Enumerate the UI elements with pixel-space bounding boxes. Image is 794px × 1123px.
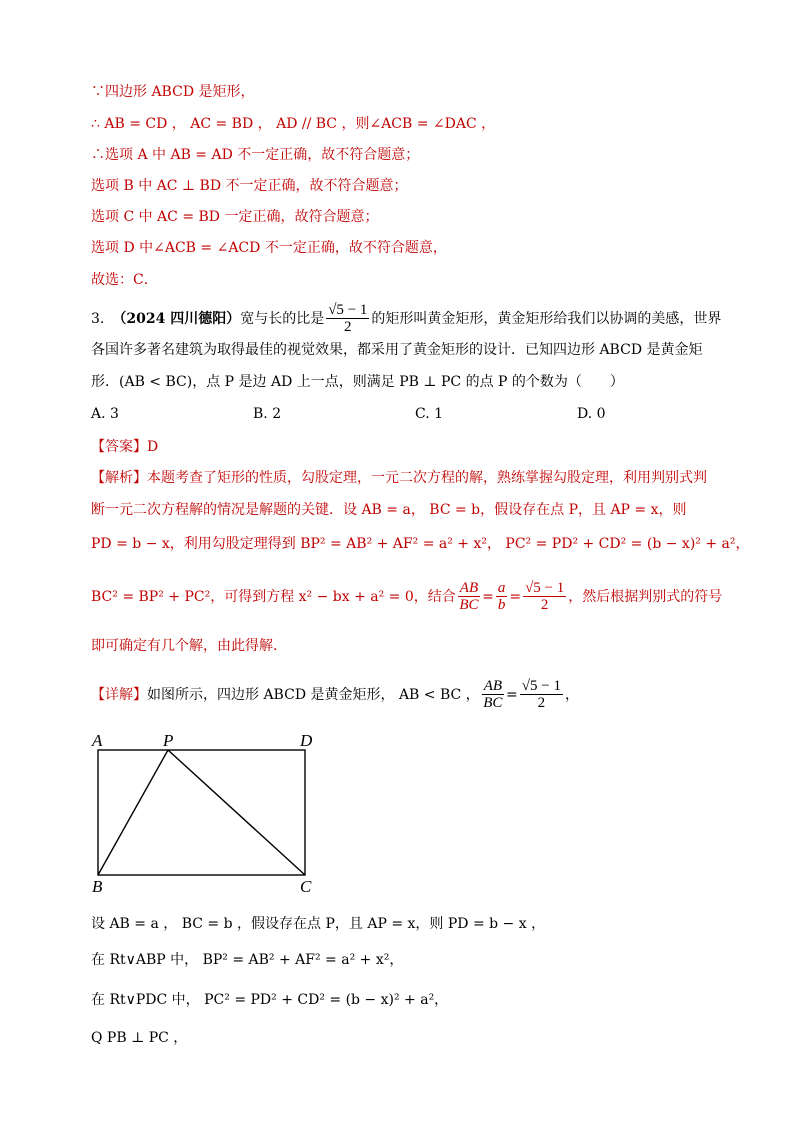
golden-ratio-fraction (520, 678, 563, 711)
detail-line-4: 在 Rt∨PDC 中， PC² = PD² + CD² = (b − x)² + a²， (91, 992, 449, 1008)
rectangle-abcd (98, 750, 305, 875)
fraction-denominator: 2 (344, 319, 352, 335)
detail-text-1: 如图所示，四边形 ABCD 是黄金矩形， AB < BC ， (147, 686, 480, 703)
fraction-numerator: √5 − 1 (328, 302, 368, 318)
prev-line-4: 选项 B 中 AC ⊥ BD 不一定正确，故不符合题意； (91, 178, 408, 194)
question-source: （2024 四川德阳） (112, 310, 241, 327)
question-text-1a: 宽与长的比是 (240, 310, 325, 327)
fraction-numerator: AB (459, 580, 479, 596)
detail-line-1 (91, 678, 579, 711)
analysis-line-5: 即可确定有几个解，由此得解． (91, 638, 287, 654)
fraction-numerator: √5 − 1 (525, 580, 565, 596)
analysis-line-1 (91, 468, 707, 488)
fraction-denominator: BC (459, 597, 479, 613)
trailing-comma: ， (564, 686, 579, 703)
equals-sign: = (482, 588, 494, 605)
analysis-line-4 (91, 580, 722, 613)
prev-line-5: 选项 C 中 AC = BD 一定正确，故符合题意； (91, 209, 379, 225)
option-c: C. 1 (415, 406, 444, 422)
detail-tag: 【详解】 (91, 686, 147, 703)
prev-line-1: ∵四边形 ABCD 是矩形， (91, 84, 255, 100)
segment-pc (168, 750, 305, 875)
prev-line-6: 选项 D 中∠ACB = ∠ACD 不一定正确，故不符合题意， (91, 240, 447, 256)
question-line-1 (91, 302, 721, 335)
fraction-numerator: √5 − 1 (521, 678, 561, 694)
fraction-denominator: 2 (540, 597, 549, 613)
golden-ratio-fraction (326, 302, 369, 335)
ab-bc-fraction (482, 678, 504, 711)
answer-line: 【答案】D (91, 439, 159, 455)
fraction-numerator: AB (483, 678, 503, 694)
question-line-2: 各国许多著名建筑为取得最佳的视觉效果，都采用了黄金矩形的设计．已知四边形 ABCD 是黄金矩 (91, 342, 703, 358)
label-a: A (92, 731, 103, 750)
equals-sign: = (509, 588, 522, 605)
option-a: A. 3 (91, 406, 119, 422)
fraction-denominator: b (497, 597, 506, 613)
prev-line-2: ∴ AB = CD ， AC = BD ， AD // BC ，则∠ACB = ∠DAC ， (91, 116, 496, 132)
ab-bc-fraction (458, 580, 480, 613)
golden-ratio-fraction (523, 580, 566, 613)
question-text-1b: 的矩形叫黄金矩形，黄金矩形给我们以协调的美感，世界 (371, 310, 722, 327)
option-d: D. 0 (577, 406, 606, 422)
fraction-denominator: BC (483, 695, 503, 711)
label-d: D (300, 731, 313, 750)
fraction-numerator: a (497, 580, 506, 596)
question-line-3: 形．(AB < BC)，点 P 是边 AD 上一点，则满足 PB ⊥ PC 的点 P 的个数为（ ） (91, 374, 624, 390)
question-number: 3. (91, 310, 105, 327)
label-b: B (92, 877, 103, 896)
rectangle-figure (90, 730, 330, 900)
analysis-text-4a: BC² = BP² + PC²，可得到方程 x² − bx + a² = 0，结合 (91, 588, 456, 605)
detail-line-2: 设 AB = a ， BC = b ，假设存在点 P，且 AP = x，则 PD = b − x ， (91, 916, 546, 932)
label-c: C (300, 877, 312, 896)
detail-line-3: 在 Rt∨ABP 中， BP² = AB² + AF² = a² + x²， (91, 952, 404, 968)
segment-pb (98, 750, 168, 875)
analysis-line-3: PD = b − x，利用勾股定理得到 BP² = AB² + AF² = a² + x²， PC² = PD² + CD² = (b − x)² + a²， (91, 536, 750, 552)
prev-line-3: ∴选项 A 中 AB = AD 不一定正确，故不符合题意； (91, 147, 420, 163)
prev-line-7: 故选：C． (91, 272, 158, 288)
detail-line-5: Q PB ⊥ PC ， (91, 1030, 188, 1046)
fraction-denominator: 2 (537, 695, 546, 711)
option-b: B. 2 (253, 406, 282, 422)
analysis-tag: 【解析】 (91, 470, 147, 486)
label-p: P (163, 731, 174, 750)
analysis-line-2: 断一元二次方程解的情况是解题的关键．设 AB = a， BC = b，假设存在点 P，且 AP = x，则 (91, 502, 687, 518)
analysis-text-1: 本题考查了矩形的性质，勾股定理，一元二次方程的解，熟练掌握勾股定理，利用判别式判 (147, 470, 707, 486)
equals-sign: = (506, 686, 518, 703)
analysis-text-4b: ，然后根据判别式的符号 (568, 588, 723, 605)
a-b-fraction (496, 580, 508, 613)
